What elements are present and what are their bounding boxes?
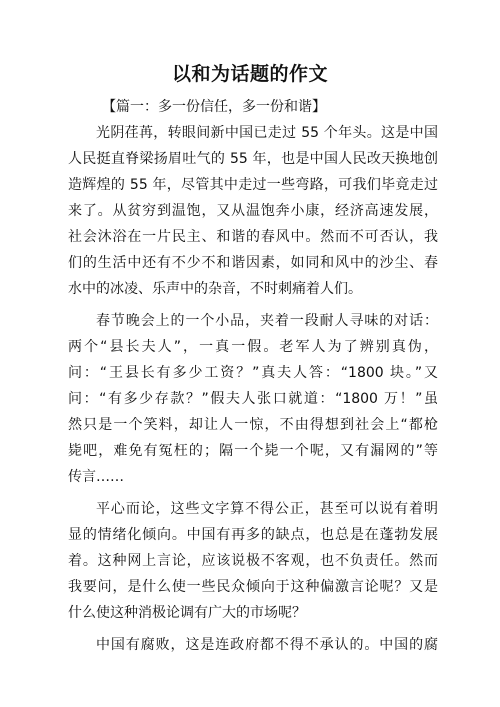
section-heading: 【篇一：多一份信任，多一份和谐】 bbox=[102, 99, 326, 115]
text-line: 传言…… bbox=[68, 469, 124, 485]
text-line: 我要问，是什么使一些民众倾向于这种偏激言论呢？又是 bbox=[68, 579, 438, 595]
text-line: 显的情绪化倾向。中国有再多的缺点，也总是在蓬勃发展 bbox=[68, 527, 438, 543]
text-line: 着。这种网上言论，应该说极不客观，也不负责任。然而 bbox=[68, 553, 438, 569]
text-line: 然只是一个笑料，却让人一惊，不由得想到社会上“都枪 bbox=[68, 417, 438, 433]
text-line: 造辉煌的 55 年，尽管其中走过一些弯路，可我们毕竟走过 bbox=[68, 177, 438, 193]
paragraph bbox=[68, 308, 438, 490]
document-title: 以和为话题的作文 bbox=[171, 63, 328, 85]
document-body bbox=[68, 94, 438, 658]
paragraph bbox=[68, 496, 438, 626]
text-line: 毙吧，难免有冤枉的；隔一个毙一个呢，又有漏网的”等 bbox=[68, 443, 438, 459]
text-line: 水中的冰凌、乐声中的杂音，不时刺痛着人们。 bbox=[68, 281, 362, 297]
text-line: 问：“有多少存款？”假夫人张口就道：“1800 万！”虽 bbox=[68, 391, 438, 407]
paragraph bbox=[68, 632, 438, 658]
text-line: 社会沐浴在一片民主、和谐的春风中。然而不可否认，我 bbox=[68, 229, 438, 245]
text-line: 光阴荏苒，转眼间新中国已走过 55 个年头。这是中国 bbox=[96, 125, 438, 141]
text-line: 来了。从贫穷到温饱，又从温饱奔小康，经济高速发展， bbox=[68, 203, 438, 219]
text-line: 平心而论，这些文字算不得公正，甚至可以说有着明 bbox=[96, 501, 438, 517]
text-line: 人民挺直脊梁扬眉吐气的 55 年，也是中国人民改天换地创 bbox=[68, 151, 438, 167]
text-line: 问：“王县长有多少工资？”真夫人答：“1800 块。”又 bbox=[68, 365, 438, 381]
paragraph bbox=[68, 120, 438, 302]
text-line: 两个“县长夫人”，一真一假。老军人为了辨别真伪， bbox=[68, 339, 438, 355]
text-line: 中国有腐败，这是连政府都不得不承认的。中国的腐 bbox=[96, 637, 438, 653]
text-line: 们的生活中还有不少不和谐因素，如同和风中的沙尘、春 bbox=[68, 255, 438, 271]
text-line: 什么使这种消极论调有广大的市场呢？ bbox=[68, 605, 306, 621]
text-line: 春节晚会上的一个小品，夹着一段耐人寻味的对话： bbox=[96, 313, 438, 329]
